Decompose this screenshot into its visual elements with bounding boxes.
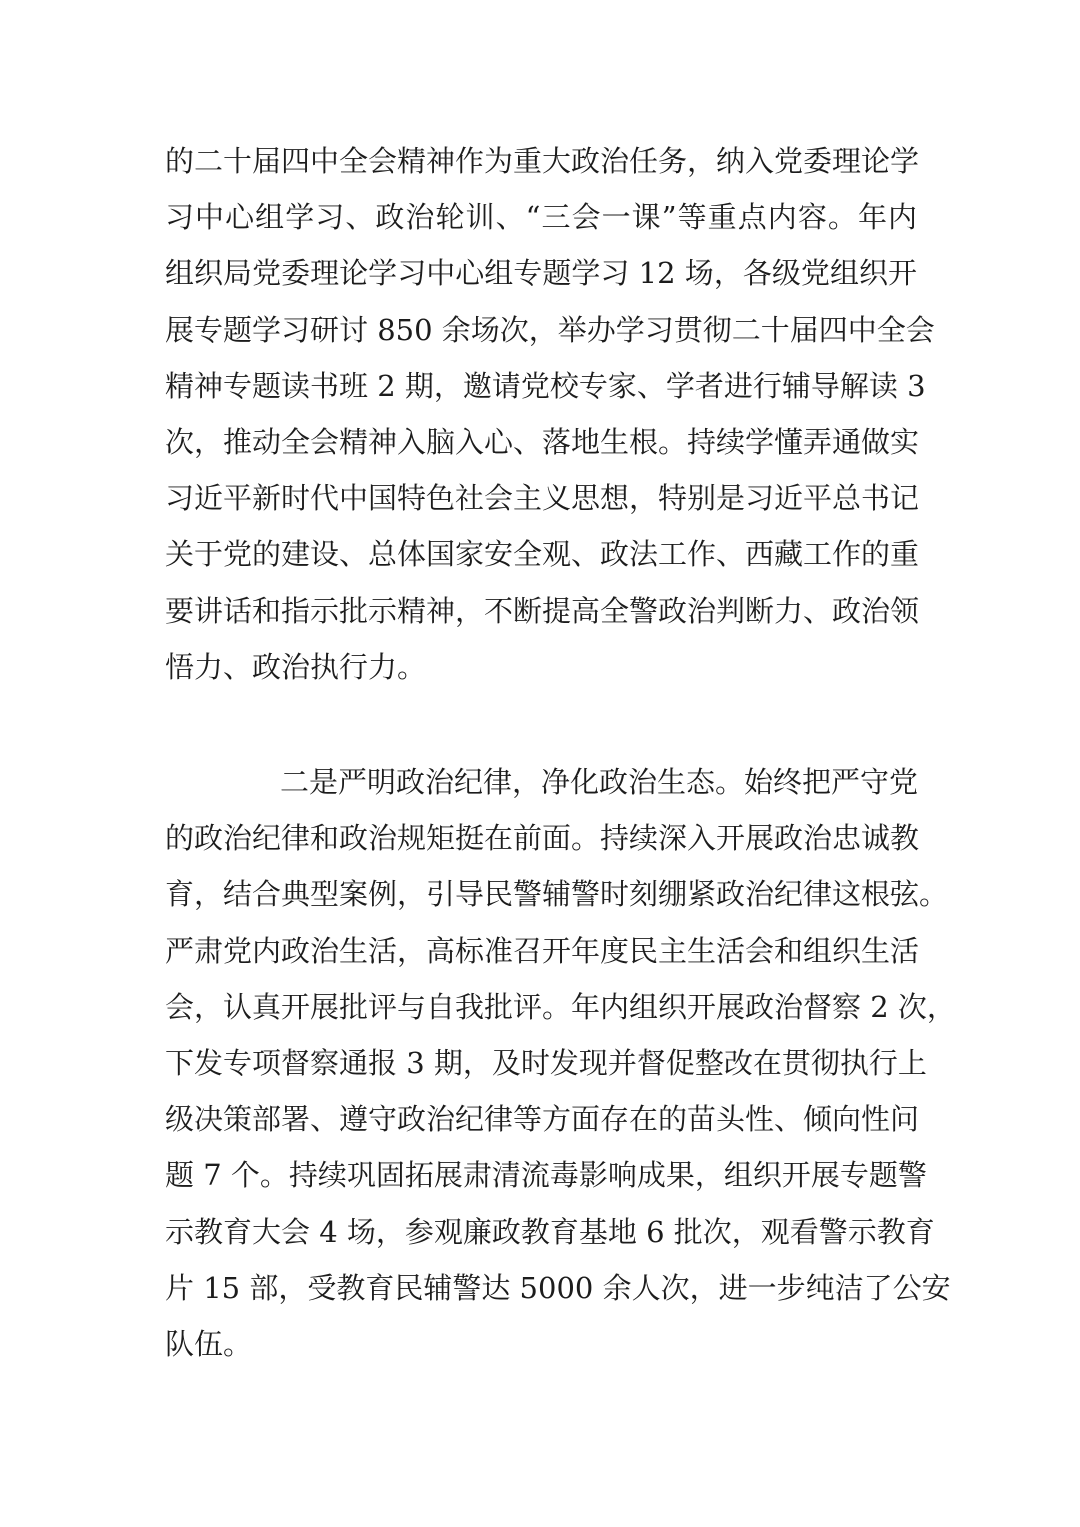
text-line: 二是严明政治纪律，净化政治生态。始终把严守党 <box>280 765 919 799</box>
text-line: 精神专题读书班 2 期，邀请党校专家、学者进行辅导解读 3 <box>165 368 926 403</box>
text-line: 育，结合典型案例，引导民警辅警时刻绷紧政治纪律这根弦。 <box>165 877 949 912</box>
text-line: 下发专项督察通报 3 期，及时发现并督促整改在贯彻执行上 <box>165 1045 927 1080</box>
text-line: 严肃党内政治生活，高标准召开年度民主生活会和组织生活 <box>165 933 920 968</box>
text-line: 习中心组学习、政治轮训、“三会一课”等重点内容。年内 <box>165 200 917 235</box>
text-line: 队伍。 <box>165 1326 253 1361</box>
text-line: 组织局党委理论学习中心组专题学习 12 场，各级党组织开 <box>165 256 917 291</box>
text-line: 展专题学习研讨 850 余场次，举办学习贯彻二十届四中全会 <box>165 312 935 347</box>
text-line: 示教育大会 4 场，参观廉政教育基地 6 批次，观看警示教育 <box>165 1214 935 1249</box>
paragraph-political-discipline <box>165 754 956 1372</box>
text-line: 习近平新时代中国特色社会主义思想，特别是习近平总书记 <box>165 481 920 516</box>
paragraph-political-study <box>165 133 935 695</box>
text-line: 要讲话和指示批示精神，不断提高全警政治判断力、政治领 <box>165 593 920 628</box>
text-line: 级决策部署、遵守政治纪律等方面存在的苗头性、倾向性问 <box>165 1102 920 1137</box>
text-line: 的二十届四中全会精神作为重大政治任务，纳入党委理论学 <box>165 144 920 178</box>
text-line: 关于党的建设、总体国家安全观、政法工作、西藏工作的重 <box>165 537 920 572</box>
text-line: 的政治纪律和政治规矩挺在前面。持续深入开展政治忠诚教 <box>165 821 920 856</box>
text-line: 悟力、政治执行力。 <box>165 649 427 684</box>
text-line: 次，推动全会精神入脑入心、落地生根。持续学懂弄通做实 <box>165 424 920 459</box>
text-line: 片 15 部，受教育民辅警达 5000 余人次，进一步纯洁了公安 <box>165 1270 951 1305</box>
text-line: 会，认真开展批评与自我批评。年内组织开展政治督察 2 次， <box>165 989 956 1024</box>
text-line: 题 7 个。持续巩固拓展肃清流毒影响成果，组织开展专题警 <box>165 1158 927 1193</box>
